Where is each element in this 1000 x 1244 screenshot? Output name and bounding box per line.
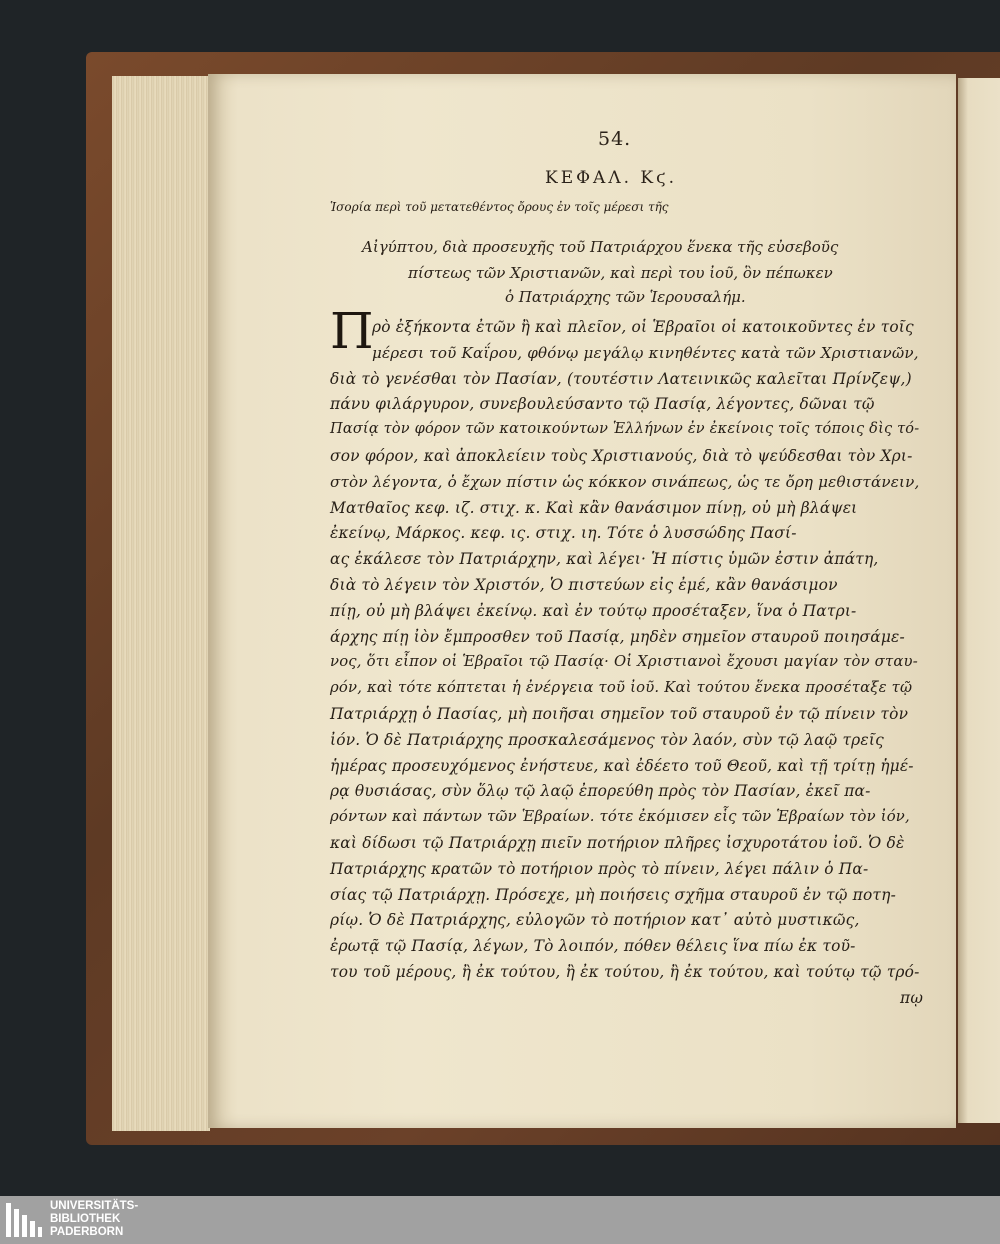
body-line: Πασίᾳ τὸν φόρον τῶν κατοικούντων Ἑλλήνων ἐν ἐκείνοις τοῖς τόποις δὶς τό-	[330, 421, 920, 438]
library-logo-text	[50, 1200, 138, 1239]
body-line: νος, ὅτι εἶπον οἱ Ἑβραῖοι τῷ Πασίᾳ· Οἱ Χριστιανοὶ ἔχουσι μαγίαν τὸν σταυ-	[330, 653, 918, 671]
body-line: Πατριάρχῃ ὁ Πασίας, μὴ ποιῆσαι σημεῖον τοῦ σταυροῦ ἐν τῷ πίνειν τὸν	[330, 705, 909, 723]
body-line: στὸν λέγοντα, ὁ ἔχων πίστιν ὡς κόκκον σινάπεως, ὡς τε ὄρη μεθιστάνειν,	[330, 472, 920, 491]
chapter-title-line-4: ὁ Πατριάρχης τῶν Ἱερουσαλήμ.	[505, 288, 746, 306]
body-line: άρχης πίῃ ἰὸν ἔμπροσθεν τοῦ Πασίᾳ, μηδὲν σημεῖον σταυροῦ ποιησάμε-	[330, 627, 905, 646]
body-line: διὰ τὸ λέγειν τὸν Χριστόν, Ὁ πιστεύων εἰς ἐμέ, κἂν θανάσιμον	[330, 576, 838, 594]
library-logo-icon	[6, 1203, 42, 1237]
page-number: 54.	[598, 128, 632, 150]
body-line: του τοῦ μέρους, ἢ ἐκ τούτου, ἢ ἐκ τούτου, ἢ ἐκ τούτου, καὶ τούτῳ τῷ τρό-	[330, 963, 920, 981]
body-line: Πατριάρχης κρατῶν τὸ ποτήριον πρὸς τὸ πίνειν, λέγει πάλιν ὁ Πα-	[330, 859, 869, 878]
chapter-title-line-1: Ἱσορία περὶ τοῦ μετατεθέντος ὄρους ἐν τοῖς μέρεσι τῆς	[330, 200, 669, 214]
chapter-title-line-2: Αἰγύπτου, διὰ προσευχῆς τοῦ Πατριάρχου ἕνεκα τῆς εὐσεβοῦς	[362, 238, 839, 256]
body-line: καὶ δίδωσι τῷ Πατριάρχῃ πιεῖν ποτήριον πλῆρες ἰσχυροτάτου ἰοῦ. Ὁ δὲ	[330, 834, 905, 852]
body-line: πῳ	[900, 988, 924, 1007]
body-line: ρᾳ θυσιάσας, σὺν ὅλῳ τῷ λαῷ ἐπορεύθη πρὸς τὸν Πασίαν, ἐκεῖ πα-	[330, 782, 871, 801]
body-line: ἡμέρας προσευχόμενος ἐνήστευε, καὶ ἐδέετο τοῦ Θεοῦ, καὶ τῇ τρίτῃ ἡμέ-	[330, 756, 914, 775]
facing-page	[958, 78, 1000, 1123]
body-line: πίῃ, οὐ μὴ βλάψει ἐκείνῳ. καὶ ἐν τούτῳ προσέταξεν, ἵνα ὁ Πατρι-	[330, 601, 857, 620]
body-line: ρίῳ. Ὁ δὲ Πατριάρχης, εὐλογῶν τὸ ποτήριον κατ᾽ αὐτὸ μυστικῶς,	[330, 911, 860, 930]
logo-line-1: UNIVERSITÄTS-	[50, 1200, 139, 1212]
body-line: σίας τῷ Πατριάρχῃ. Πρόσεχε, μὴ ποιήσεις σχῆμα σταυροῦ ἐν τῷ ποτη-	[330, 885, 896, 904]
body-line: ἐκείνῳ, Μάρκος. κεφ. ις. στιχ. ιη. Τότε ὁ λυσσώδης Πασί-	[330, 524, 797, 543]
body-line: διὰ τὸ γενέσθαι τὸν Πασίαν, (τουτέστιν Λατεινικῶς καλεῖται Πρίνζεψ,)	[330, 369, 912, 388]
body-line: ἐρωτᾷ τῷ Πασίᾳ, λέγων, Τὸ λοιπόν, πόθεν θέλεις ἵνα πίω ἐκ τοῦ-	[330, 937, 856, 956]
drop-cap: Π	[330, 302, 374, 360]
footer-bar	[0, 1196, 1000, 1244]
body-line: ρόντων καὶ πάντων τῶν Ἑβραίων. τότε ἐκόμισεν εἷς τῶν Ἑβραίων τὸν ἰόν,	[330, 808, 910, 826]
body-line: ρὸ ἐξήκοντα ἐτῶν ἢ καὶ πλεῖον, οἱ Ἑβραῖοι οἱ κατοικοῦντες ἐν τοῖς	[372, 318, 914, 336]
body-line: σον φόρον, καὶ ἀποκλείειν τοὺς Χριστιανούς, διὰ τὸ ψεύδεσθαι τὸν Χρι-	[330, 447, 913, 465]
page-edges	[112, 76, 210, 1131]
chapter-title-line-3: πίστεως τῶν Χριστιανῶν, καὶ περὶ του ἰοῦ, ὃν πέπωκεν	[408, 264, 833, 282]
body-line: Ματθαῖος κεφ. ιζ. στιχ. κ. Καὶ κἂν θανάσιμον πίνῃ, οὐ μὴ βλάψει	[330, 498, 858, 517]
body-line: μέρεσι τοῦ Καΐρου, φθόνῳ μεγάλῳ κινηθέντες κατὰ τῶν Χριστιανῶν,	[372, 343, 919, 362]
body-line: πάνυ φιλάργυρον, συνεβουλεύσαντο τῷ Πασίᾳ, λέγοντες, δῶναι τῷ	[330, 395, 875, 414]
logo-line-2: BIBLIOTHEK	[50, 1213, 121, 1225]
body-line: ας ἐκάλεσε τὸν Πατριάρχην, καὶ λέγει· Ἡ πίστις ὑμῶν ἐστιν ἀπάτη,	[330, 550, 879, 569]
body-line: ρόν, καὶ τότε κόπτεται ἡ ἐνέργεια τοῦ ἰοῦ. Καὶ τούτου ἕνεκα προσέταξε τῷ	[330, 679, 913, 697]
logo-line-3: PADERBORN	[50, 1226, 124, 1238]
chapter-heading: ΚΕΦΑΛ. Κϛ.	[545, 168, 678, 188]
body-line: ἰόν. Ὁ δὲ Πατριάρχης προσκαλεσάμενος τὸν λαόν, σὺν τῷ λαῷ τρεῖς	[330, 730, 884, 749]
